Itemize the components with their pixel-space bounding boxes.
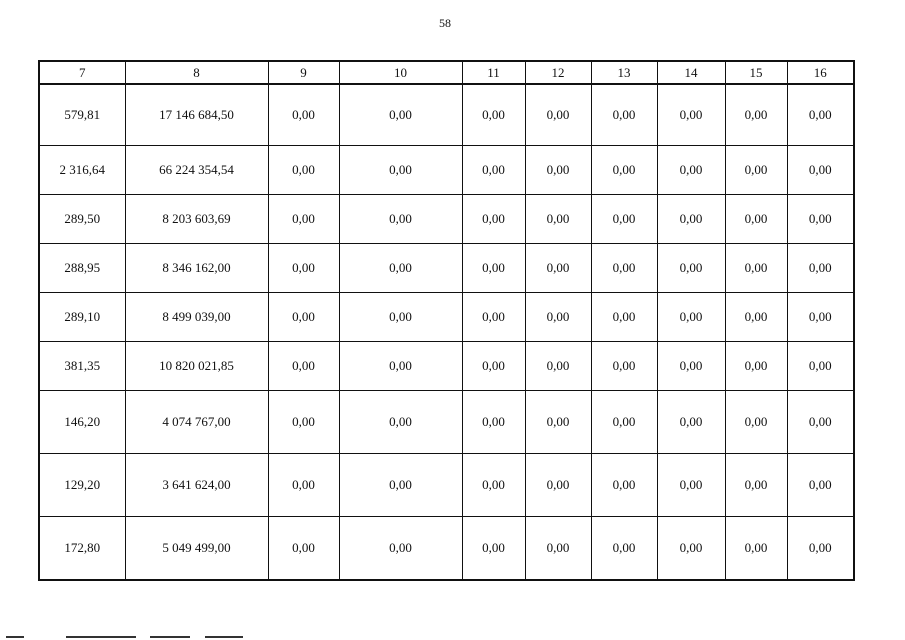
column-header: 11 bbox=[462, 61, 525, 84]
column-header: 7 bbox=[39, 61, 125, 84]
table-cell: 0,00 bbox=[339, 390, 462, 453]
table-cell: 0,00 bbox=[591, 516, 657, 580]
table-cell: 289,50 bbox=[39, 194, 125, 243]
table-cell: 0,00 bbox=[462, 516, 525, 580]
table-body bbox=[39, 84, 854, 580]
table-row bbox=[39, 516, 854, 580]
table-cell: 0,00 bbox=[787, 243, 854, 292]
table-cell: 0,00 bbox=[462, 243, 525, 292]
table-cell: 0,00 bbox=[657, 243, 725, 292]
column-header: 13 bbox=[591, 61, 657, 84]
table-cell: 0,00 bbox=[268, 292, 339, 341]
table-cell: 8 346 162,00 bbox=[125, 243, 268, 292]
table-cell: 0,00 bbox=[268, 145, 339, 194]
table-cell: 0,00 bbox=[525, 516, 591, 580]
table-cell: 0,00 bbox=[725, 84, 787, 145]
table-cell: 8 203 603,69 bbox=[125, 194, 268, 243]
table-cell: 172,80 bbox=[39, 516, 125, 580]
table-cell: 66 224 354,54 bbox=[125, 145, 268, 194]
table-cell: 0,00 bbox=[525, 145, 591, 194]
table-row bbox=[39, 341, 854, 390]
table-cell: 0,00 bbox=[787, 390, 854, 453]
footer-scan-marks bbox=[0, 634, 905, 640]
column-header: 10 bbox=[339, 61, 462, 84]
table-cell: 3 641 624,00 bbox=[125, 453, 268, 516]
table-cell: 0,00 bbox=[657, 341, 725, 390]
table-cell: 0,00 bbox=[525, 243, 591, 292]
column-header: 15 bbox=[725, 61, 787, 84]
table-cell: 0,00 bbox=[339, 145, 462, 194]
table-cell: 0,00 bbox=[268, 390, 339, 453]
table-cell: 4 074 767,00 bbox=[125, 390, 268, 453]
column-header: 12 bbox=[525, 61, 591, 84]
table-cell: 0,00 bbox=[462, 453, 525, 516]
table-cell: 0,00 bbox=[525, 341, 591, 390]
table-cell: 289,10 bbox=[39, 292, 125, 341]
table-cell: 0,00 bbox=[268, 243, 339, 292]
table-cell: 0,00 bbox=[268, 194, 339, 243]
table-cell: 0,00 bbox=[339, 292, 462, 341]
table-cell: 0,00 bbox=[339, 194, 462, 243]
table-cell: 0,00 bbox=[339, 341, 462, 390]
table-cell: 17 146 684,50 bbox=[125, 84, 268, 145]
table-cell: 0,00 bbox=[339, 84, 462, 145]
column-header: 8 bbox=[125, 61, 268, 84]
table-cell: 0,00 bbox=[462, 84, 525, 145]
table-cell: 8 499 039,00 bbox=[125, 292, 268, 341]
table-cell: 0,00 bbox=[462, 341, 525, 390]
table-cell: 0,00 bbox=[725, 145, 787, 194]
table-cell: 0,00 bbox=[591, 390, 657, 453]
table-cell: 288,95 bbox=[39, 243, 125, 292]
column-header: 9 bbox=[268, 61, 339, 84]
table-cell: 0,00 bbox=[787, 194, 854, 243]
table-cell: 0,00 bbox=[787, 292, 854, 341]
header-row bbox=[39, 61, 854, 84]
column-header: 16 bbox=[787, 61, 854, 84]
table-cell: 0,00 bbox=[725, 341, 787, 390]
table-cell: 0,00 bbox=[268, 516, 339, 580]
table-cell: 0,00 bbox=[462, 194, 525, 243]
table-cell: 0,00 bbox=[268, 84, 339, 145]
table-cell: 0,00 bbox=[725, 292, 787, 341]
table-cell: 0,00 bbox=[591, 194, 657, 243]
table-cell: 0,00 bbox=[591, 341, 657, 390]
table-cell: 10 820 021,85 bbox=[125, 341, 268, 390]
table-row bbox=[39, 453, 854, 516]
table-cell: 5 049 499,00 bbox=[125, 516, 268, 580]
table-cell: 0,00 bbox=[657, 453, 725, 516]
table-cell: 0,00 bbox=[268, 453, 339, 516]
table-cell: 0,00 bbox=[591, 84, 657, 145]
table-cell: 0,00 bbox=[787, 145, 854, 194]
column-header: 14 bbox=[657, 61, 725, 84]
table-cell: 0,00 bbox=[591, 145, 657, 194]
table-cell: 579,81 bbox=[39, 84, 125, 145]
table-row bbox=[39, 292, 854, 341]
table-cell: 0,00 bbox=[787, 516, 854, 580]
table-cell: 0,00 bbox=[339, 243, 462, 292]
table-row bbox=[39, 390, 854, 453]
table-cell: 381,35 bbox=[39, 341, 125, 390]
table-row bbox=[39, 84, 854, 145]
page-number: 58 bbox=[439, 16, 451, 30]
table-cell: 0,00 bbox=[525, 194, 591, 243]
table-cell: 0,00 bbox=[591, 292, 657, 341]
table-cell: 0,00 bbox=[725, 194, 787, 243]
table-cell: 0,00 bbox=[725, 243, 787, 292]
table-cell: 0,00 bbox=[525, 84, 591, 145]
table-cell: 0,00 bbox=[462, 145, 525, 194]
table-cell: 0,00 bbox=[657, 292, 725, 341]
table-cell: 0,00 bbox=[725, 390, 787, 453]
table-cell: 0,00 bbox=[657, 516, 725, 580]
table-cell: 0,00 bbox=[787, 84, 854, 145]
table-cell: 0,00 bbox=[268, 341, 339, 390]
table-cell: 0,00 bbox=[725, 516, 787, 580]
data-table bbox=[38, 60, 855, 581]
table-cell: 0,00 bbox=[657, 194, 725, 243]
table-cell: 0,00 bbox=[339, 453, 462, 516]
table-cell: 146,20 bbox=[39, 390, 125, 453]
table-cell: 0,00 bbox=[525, 390, 591, 453]
table-cell: 0,00 bbox=[657, 145, 725, 194]
table-row bbox=[39, 145, 854, 194]
table-cell: 0,00 bbox=[339, 516, 462, 580]
table-cell: 0,00 bbox=[787, 453, 854, 516]
table-cell: 0,00 bbox=[525, 453, 591, 516]
table-cell: 0,00 bbox=[462, 292, 525, 341]
table-cell: 0,00 bbox=[462, 390, 525, 453]
table-cell: 2 316,64 bbox=[39, 145, 125, 194]
table-cell: 0,00 bbox=[725, 453, 787, 516]
table-cell: 0,00 bbox=[525, 292, 591, 341]
table-row bbox=[39, 194, 854, 243]
table-row bbox=[39, 243, 854, 292]
table-cell: 0,00 bbox=[591, 453, 657, 516]
table-cell: 0,00 bbox=[657, 84, 725, 145]
table-cell: 0,00 bbox=[591, 243, 657, 292]
table-cell: 129,20 bbox=[39, 453, 125, 516]
table-cell: 0,00 bbox=[657, 390, 725, 453]
table-cell: 0,00 bbox=[787, 341, 854, 390]
